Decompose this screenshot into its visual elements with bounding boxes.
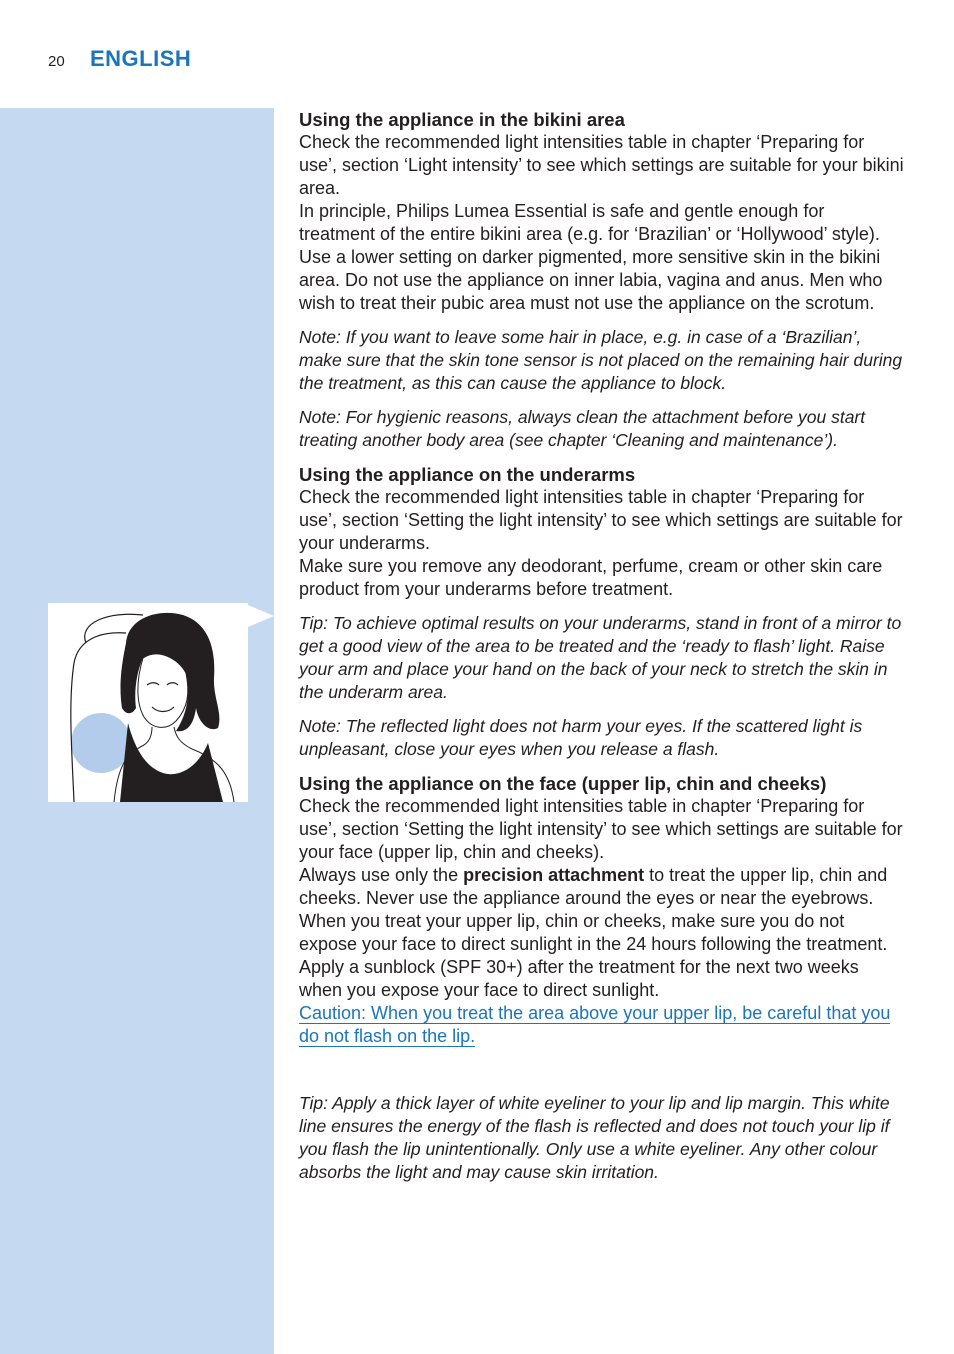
face-tip: Tip: Apply a thick layer of white eyeliner to your lip and lip margin. This white line ensures the energy of the flash is reflected and does not touch your lip if you flash the lip unintentionally. Only use a white eyeliner. Any other colour absorbs the light and may cause skin irritation. <box>299 1093 890 1182</box>
illustration-svg <box>48 603 248 802</box>
face-paragraph-1: Check the recommended light intensities table in chapter ‘Preparing for use’, section ‘Setting the light intensity’ to see which settings are suitable for your face (upper lip, chin and cheeks). <box>299 796 903 862</box>
face-p2-after: to treat the upper lip, chin and cheeks. Never use the appliance around the eyes or near the eyebrows. When you treat your upper lip, chin or cheeks, make sure you do not expose your face to direct sunlight in the 24 hours following the treatment. Apply a sunblock (SPF 30+) after the treatment for the next two weeks when you expose your face to direct sunlight. <box>299 865 888 1000</box>
caution-block <box>299 1002 904 1048</box>
bikini-paragraph-2: In principle, Philips Lumea Essential is safe and gentle enough for treatment of the entire bikini area (e.g. for ‘Brazilian’ or ‘Hollywood’ style). Use a lower setting on darker pigmented, more sensitive skin in the bikini area. Do not use the appliance on inner labia, vagina and anus. Men who wish to treat their pubic area must not use the appliance on the scrotum. <box>299 201 883 313</box>
underarm-highlight-icon <box>71 713 131 773</box>
page-number: 20 <box>48 53 65 70</box>
underarms-paragraph-2: Make sure you remove any deodorant, perfume, cream or other skin care product from your underarms before treatment. <box>299 556 883 599</box>
heading-bikini: Using the appliance in the bikini area <box>299 109 625 130</box>
heading-underarms: Using the appliance on the underarms <box>299 464 636 485</box>
bikini-note-1: Note: If you want to leave some hair in place, e.g. in case of a ‘Brazilian’, make sure that the skin tone sensor is not placed on the remaining hair during the treatment, as this can cause the appliance to block. <box>299 327 903 393</box>
bikini-paragraph-1: Check the recommended light intensities table in chapter ‘Preparing for use’, section ‘Light intensity’ to see which settings are suitable for your bikini area. <box>299 132 904 198</box>
bikini-note-2: Note: For hygienic reasons, always clean the attachment before you start treating another body area (see chapter ‘Cleaning and maintenance’). <box>299 407 866 450</box>
face-paragraph-2 <box>299 864 904 1002</box>
heading-face: Using the appliance on the face (upper lip, chin and cheeks) <box>299 773 827 794</box>
section-title: ENGLISH <box>90 46 192 71</box>
caution-text: Caution: When you treat the area above your upper lip, be careful that you do not flash on the lip. <box>299 1003 891 1046</box>
woman-raising-arm-illustration <box>48 603 248 802</box>
precision-attachment-label: precision attachment <box>463 865 645 885</box>
main-content <box>299 108 904 1184</box>
face-p2-before: Always use only the <box>299 865 464 885</box>
underarms-paragraph-1: Check the recommended light intensities table in chapter ‘Preparing for use’, section ‘Setting the light intensity’ to see which settings are suitable for your underarms. <box>299 487 903 553</box>
underarms-tip: Tip: To achieve optimal results on your underarms, stand in front of a mirror to get a good view of the area to be treated and the ‘ready to flash’ light. Raise your arm and place your hand on the back of your neck to stretch the skin in the underarm area. <box>299 613 902 702</box>
underarms-note: Note: The reflected light does not harm your eyes. If the scattered light is unpleasant, close your eyes when you release a flash. <box>299 716 863 759</box>
illustration-pointer <box>248 605 274 627</box>
